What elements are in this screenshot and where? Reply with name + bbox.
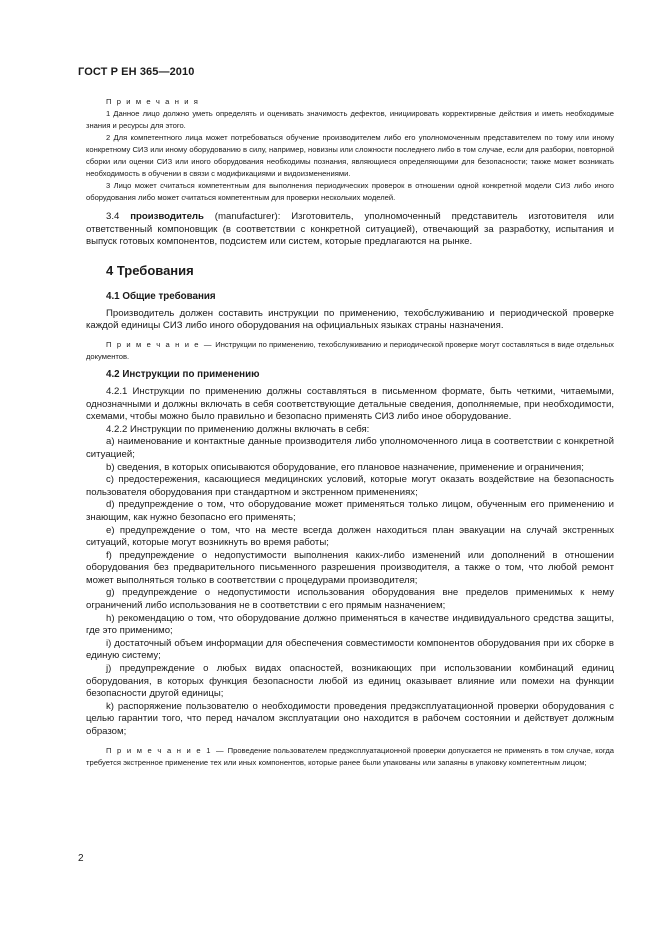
note-text: Инструкции по применению, техобслуживанию и периодической проверке могут составляться в виде отдельных документов. bbox=[86, 339, 614, 361]
paragraph-4-2-2: 4.2.2 Инструкции по применению должны включать в себя: bbox=[106, 423, 370, 435]
section-4-1-note bbox=[86, 339, 614, 363]
note-1-label: П р и м е ч а н и е 1 — bbox=[106, 745, 226, 755]
list-item-k: k) распоряжение пользователю о необходимости проведения предэксплуатационной проверки оборудования с целью гарантии того, что перед началом эксплуатации оно находится в рабочем состоянии и действует должным образом; bbox=[86, 700, 614, 737]
page-content bbox=[86, 96, 614, 769]
note-item-2: 2 Для компетентного лица может потребоваться обучение производителем либо его уполномоченным представителем по тому или иному конкретному СИЗ или иному оборудованию в силу, например, новизны или сложности последнего либо в том случае, если для разборки, повторной сборки или оценки СИЗ или иного оборудования необходимы познания, являющиеся определяющими для безопасности; также может возникать необходимость в обучении в связи с модификациями и видоизменениями. bbox=[86, 133, 614, 178]
list-item-d: d) предупреждение о том, что оборудование может применяться только лицом, обученным его применению и знающим, как нужно безопасно его применять; bbox=[86, 499, 614, 523]
note-item-3: 3 Лицо может считаться компетентным для выполнения периодических проверок в отношении одной конкретной модели СИЗ либо иного оборудования либо может считаться компетентным для проверки нескольких моделей. bbox=[86, 181, 614, 202]
list-item-i: i) достаточный объем информации для обеспечения совместимости компонентов оборудования при их сборке в единую систему; bbox=[86, 637, 614, 662]
list-item-e: e) предупреждение о том, что на месте всегда должен находиться план эвакуации на случай экстренных ситуаций, которые могут возникнуть во время работы; bbox=[86, 524, 614, 549]
section-4-1-paragraph: Производитель должен составить инструкции по применению, техобслуживанию и периодической проверке каждой единицы СИЗ либо иного оборудования на официальных языках страны назначения. bbox=[86, 307, 614, 332]
list-item-f: f) предупреждение о недопустимости выполнения каких-либо изменений или дополнений в отношении оборудования без предварительного письменного разрешения производителя, а также о том, что любой ремонт может выполняться только в соответствии с процедурами производителя; bbox=[86, 549, 614, 586]
paragraph-4-2-1: 4.2.1 Инструкции по применению должны составляться в письменном формате, быть четкими, читаемыми, однозначными и должны включать в себя соответствующие детальные сведения, дополняемые, при необходимости, схемами, чтобы можно было правильно и безопасно применять СИЗ либо иное оборудование. bbox=[86, 385, 614, 423]
note-1-text: Проведение пользователем предэксплуатационной проверки допускается не применять в том случае, когда требуется экстренное применение тех или иных компонентов, которые ранее были упакованы или запаяны в упаковку компетентным лицом; bbox=[86, 745, 614, 767]
definition-term-en: (manufacturer): bbox=[214, 211, 281, 222]
section-4-1-heading: 4.1 Общие требования bbox=[106, 290, 216, 302]
definition-3-4 bbox=[86, 211, 614, 249]
definition-term: производитель bbox=[130, 211, 204, 222]
list-item-c: c) предостережения, касающиеся медицинских условий, которые могут оказать воздействие на безопасность пользователя оборудования при стандартном и экстренном применениях; bbox=[86, 474, 614, 498]
definition-text: Изготовитель, уполномоченный представитель изготовителя или ответственный компоновщик (в соответствии с конкретной ситуацией), отвечающий за разработку, испытания и выпуск готовых компонентов, подсистем или систем, которые предлагаются на рынке. bbox=[86, 211, 615, 248]
note-1 bbox=[86, 745, 614, 769]
standard-code-header: ГОСТ Р ЕН 365—2010 bbox=[78, 66, 195, 78]
section-4-2-heading: 4.2 Инструкции по применению bbox=[106, 368, 260, 380]
list-item-j: j) предупреждение о любых видах опасностей, возникающих при использовании комбинаций единиц оборудования, в которых функция безопасности любой из единиц оказывает влияние или помехи на функции безопасности другой единицы; bbox=[86, 663, 614, 700]
list-item-g: g) предупреждение о недопустимости использования оборудования вне пределов применимых к нему ограничений либо использования не в соответствии с его прямым назначением; bbox=[86, 587, 614, 612]
list-item-b: b) сведения, в которых описываются оборудование, его плановое назначение, применение и ограничения; bbox=[106, 461, 584, 473]
list-item-a: a) наименование и контактные данные производителя либо уполномоченного лица в соответствии с конкретной ситуацией; bbox=[86, 436, 614, 460]
list-item-h: h) рекомендацию о том, что оборудование должно применяться в качестве индивидуального средства защиты, где это применимо; bbox=[86, 612, 614, 637]
page-number: 2 bbox=[78, 853, 84, 864]
notes-title: П р и м е ч а н и я bbox=[106, 97, 200, 106]
note-label: П р и м е ч а н и е — bbox=[106, 339, 214, 349]
section-4-heading: 4 Требования bbox=[106, 262, 194, 278]
note-item-1: 1 Данное лицо должно уметь определять и оценивать значимость дефектов, инициировать корректирвные действия и иметь необходимые знания и ресурсы для этого. bbox=[86, 109, 614, 130]
definition-number: 3.4 bbox=[106, 211, 120, 222]
